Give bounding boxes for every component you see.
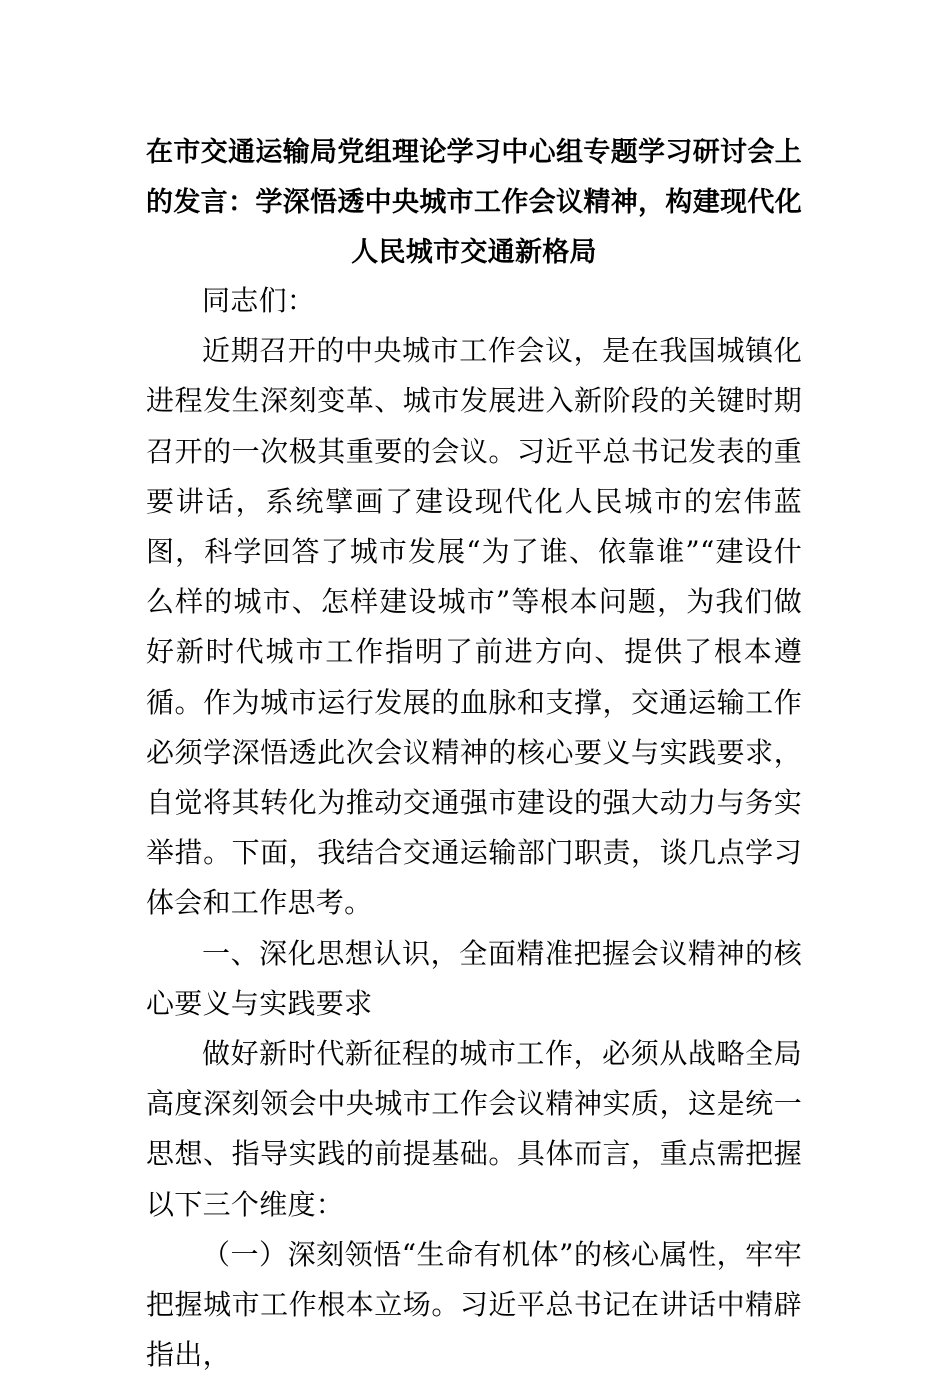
document-body <box>146 276 802 1380</box>
document-title: 在市交通运输局党组理论学习中心组专题学习研讨会上的发言：学深悟透中央城市工作会议精神，构建现代化人民城市交通新格局 <box>146 137 802 268</box>
subsection-1-1: （一）深刻领悟“生命有机体”的核心属性，牢牢把握城市工作根本立场。习近平总书记在讲话中精辟指出， <box>146 1237 802 1372</box>
paragraph-section-1: 做好新时代新征程的城市工作，必须从战略全局高度深刻领会中央城市工作会议精神实质，这是统一思想、指导实践的前提基础。具体而言，重点需把握以下三个维度： <box>146 1037 802 1221</box>
salutation: 同志们： <box>202 284 316 317</box>
paragraph-intro: 近期召开的中央城市工作会议，是在我国城镇化进程发生深刻变革、城市发展进入新阶段的关键时期召开的一次极其重要的会议。习近平总书记发表的重要讲话，系统擘画了建设现代化人民城市的宏伟蓝图，科学回答了城市发展“为了谁、依靠谁”“建设什么样的城市、怎样建设城市”等根本问题，为我们做好新时代城市工作指明了前进方向、提供了根本遵循。作为城市运行发展的血脉和支撑，交通运输工作必须学深悟透此次会议精神的核心要义与实践要求，自觉将其转化为推动交通强市建设的强大动力与务实举措。下面，我结合交通运输部门职责，谈几点学习体会和工作思考。 <box>146 334 802 920</box>
section-heading-1: 一、深化思想认识，全面精准把握会议精神的核心要义与实践要求 <box>146 936 802 1020</box>
